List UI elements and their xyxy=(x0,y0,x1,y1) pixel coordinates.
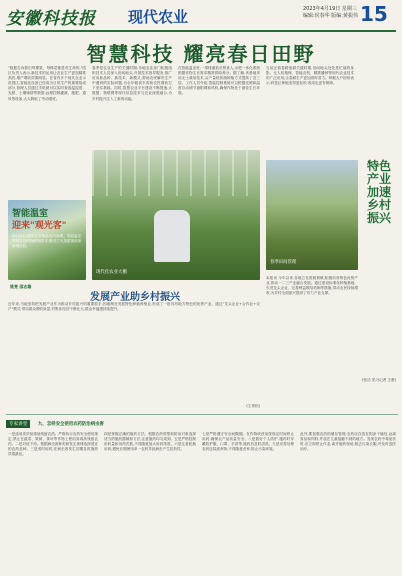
mid-article-byline: 姚亮 邵志雄 xyxy=(10,284,32,289)
mid-article-headline: 发展产业助乡村振兴 xyxy=(90,292,180,303)
date-line: 2023年4月19日 星期三 xyxy=(303,6,357,12)
section-title: 现代农业 xyxy=(128,8,189,26)
page-headline: 智慧科技 耀亮春日田野 xyxy=(86,42,316,66)
worker-figure xyxy=(154,210,190,262)
photo3-caption: 春季田间管理 xyxy=(270,260,297,265)
greenhouse-photo xyxy=(8,200,86,280)
field-photo xyxy=(266,160,358,270)
photo-caption-text: 4月16日,游客在智能温室内参观。智能温室采用先进的物联网技术,吸引了大批游客前来参观体验。 xyxy=(12,234,82,248)
lower-column-1: 一是选用高效低毒低残留农药。严格执行农药安全使用规定,禁止在蔬菜、果树、茶叶等作物上使用高毒高残留农药。二是对症下药。根据病虫害种类和发生规律选择适宜的农药品种。三是适时用药,在病虫害发生初期及时施药效果最佳。 xyxy=(8,432,98,457)
newspaper-logo: 安徽科技报 xyxy=(6,9,96,29)
sidebar-vertical-title: 特色产业加速乡村振兴 xyxy=(366,159,391,225)
section-divider xyxy=(6,414,398,415)
intro-column: "数据告诉我们每棵果、每株菜都是有生命的,"园区负责人表示,新技术的运用让农业生产更加精准高效,增产增收效果明显。在省内多个现代农业示范园区,智能化设备已经成为日常生产的重要组成部分,管理人员通过手机就可以实时查看温湿度、光照、土壤墒情等数据,远程控制灌溉、施肥、通风等设备,大大降低了劳动强度。 xyxy=(8,66,86,101)
photo-caption-title: 智能温室 xyxy=(12,209,49,219)
masthead xyxy=(0,0,402,40)
photo-caption-subtitle: 迎来"观光客" xyxy=(12,221,67,231)
article-column-3: 在智能温室里,一排排番茄长势喜人,水肥一体化系统根据作物生长需求精准供给养分。据了解,该基地采用无土栽培技术,亩产量较传统种植方式提高了近三倍。工作人员介绍,智能控制系统可以根据光照和温度自动调节遮阳网和风机,确保作物处于最佳生长环境。 xyxy=(178,66,260,96)
issue-meta xyxy=(303,6,358,20)
sidebar-credit: (张洁 见习记者 王蕾) xyxy=(362,378,396,382)
masthead-rule xyxy=(6,30,396,32)
greenhouse-interior-photo xyxy=(92,150,260,280)
lower-column-3: 七是严格遵守安全间隔期。在作物收获前按规定时间停止用药,确保农产品质量安全。八是做好个人防护,施药时穿戴防护服、口罩、手套等,施药后及时清洗。九是妥善处理农药包装废弃物,不得随意丢弃,防止污染环境。 xyxy=(202,432,294,452)
greenhouse-roof-frame xyxy=(92,150,260,196)
page-number: 15 xyxy=(360,2,388,26)
article-column-2: 春季是农业生产的关键时期,各地农业部门积极组织技术人员深入田间地头,开展技术指导服务,推广应用新品种、新技术、新模式,帮助农民解决生产中遇到的实际问题,为全年粮食丰收和农民增收打下坚实基础。同时,智慧农业平台建设不断提速,大数据、物联网等现代信息技术与农业深度融合,为乡村振兴注入了新的动能。 xyxy=(92,66,172,101)
lower-section-label: 专家讲堂 xyxy=(6,420,30,428)
sidebar-text: 本报讯 今年以来,各地立足资源禀赋,积极培育特色优势产业,推动一二三产业融合发展。通过建设标准化种植基地、引进龙头企业、完善利益联结机制等措施,带动农民持续增收,为乡村全面振兴提供了有力产业支撑。 xyxy=(266,276,358,296)
article-column-4: 当前正值春耕备耕关键时期,田间地头处处是忙碌的身影。无人机植保、智能农机、精准播种等现代农业技术的广泛应用,让春耕生产更加省时省力。种粮大户纷纷表示,科技让种地变得更轻松,收成也更有保障。 xyxy=(266,66,354,86)
lower-section-title: 九、怎样安全使用农药防治病虫害 xyxy=(38,422,104,427)
lower-column-2: 四是掌握正确的施药方法。根据农药剂型和防治对象选择适当的施药器械和方法,注意施药均匀周到。五是严格控制用药量和用药次数,不得随意加大用药浓度。六是注意轮换用药,避免长期使用单一农药导致病虫产生抗药性。 xyxy=(104,432,196,452)
photo2-caption: 现代化农业大棚 xyxy=(96,270,127,275)
lower-column-4: 此外,要加强农药的储存管理,农药应存放在阴凉干燥处,远离食品和饲料,并放在儿童接触不到的地方。发现农药中毒症状时,应立即停止作业,离开施药现场,脱去污染衣服,并及时送医治疗。 xyxy=(300,432,396,452)
mid-article-credit: (王青松) xyxy=(246,404,260,408)
editor-line: 编辑:侯春华 版编:黄振伟 xyxy=(303,13,358,19)
mid-article-text: 近年来,当地坚持把发展产业作为推动乡村振兴的重要抓手,因地制宜发展特色种植养殖业,形成了一批具有地方特色的优势产业。通过"龙头企业+合作社+农户"模式,带动群众增收致富,村集体经济不断壮大,群众幸福感持续提升。 xyxy=(8,302,260,312)
